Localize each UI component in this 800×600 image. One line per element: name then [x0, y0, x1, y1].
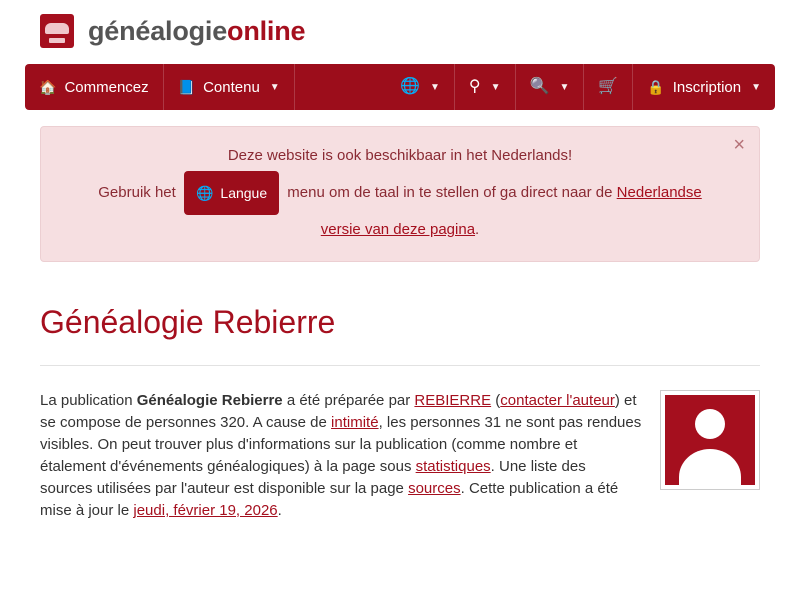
close-icon[interactable]: ×: [733, 134, 745, 156]
cart-icon: 🛒: [598, 78, 619, 95]
sources-link[interactable]: sources: [408, 480, 461, 497]
tree-icon: ⚲: [468, 78, 481, 95]
contact-author-link[interactable]: contacter l'auteur: [500, 392, 615, 409]
alert-line-primary: Deze website is ook beschikbaar in het Nederlands!: [227, 147, 573, 164]
lock-icon: 🔒: [647, 79, 665, 95]
publication-description: [40, 390, 760, 522]
privacy-link[interactable]: intimité: [331, 414, 379, 431]
home-icon: 🏠: [39, 79, 57, 95]
title-divider: [40, 365, 760, 366]
desc-text-2: a été préparée par: [282, 392, 415, 409]
nav-item-panier[interactable]: [584, 64, 633, 110]
search-icon: 🔍: [529, 78, 550, 95]
desc-text-8: .: [277, 502, 282, 519]
language-icon: 🌐: [400, 78, 420, 95]
nav-item-langue[interactable]: [386, 64, 455, 110]
author-link[interactable]: REBIERRE: [414, 392, 492, 409]
desc-text-4: ) et se compose de personnes 320. A cause de: [40, 392, 637, 431]
langue-button-label: Langue: [220, 185, 268, 201]
nav-item-arbre[interactable]: [455, 64, 516, 110]
langue-button[interactable]: [184, 171, 279, 215]
avatar: [660, 390, 760, 490]
chevron-down-icon: ▼: [269, 81, 280, 93]
language-icon: 🌐: [195, 185, 214, 201]
alert-text-prefix: Gebruik het: [98, 183, 176, 201]
alert-text-middle: menu om de taal in te stellen of ga direct naar de: [287, 183, 613, 201]
page-title: Généalogie Rebierre: [40, 304, 336, 340]
desc-text-6: . Une liste des sources utilisées par l'auteur est disponible sur la page: [40, 458, 586, 497]
nav-item-contenu[interactable]: [164, 64, 295, 110]
chevron-down-icon: ▼: [559, 81, 570, 93]
nav-label-commencez: Commencez: [64, 78, 149, 96]
desc-text-7: . Cette publication a été mise à jour le: [40, 480, 619, 519]
nav-item-commencez[interactable]: [25, 64, 164, 110]
house-logo-icon[interactable]: [40, 14, 74, 48]
dutch-version-link[interactable]: Nederlandse versie van deze pagina: [320, 183, 702, 238]
nav-label-inscription: Inscription: [672, 78, 742, 96]
nav-item-inscription[interactable]: [633, 64, 775, 110]
chevron-down-icon: ▼: [751, 81, 761, 93]
statistics-link[interactable]: statistiques: [415, 458, 491, 475]
update-date-link[interactable]: jeudi, février 19, 2026: [133, 502, 278, 519]
nav-label-contenu: Contenu: [203, 78, 260, 96]
publication-name: Généalogie Rebierre: [136, 392, 283, 409]
book-icon: 📘: [177, 79, 196, 95]
user-avatar-icon: [665, 395, 755, 485]
chevron-down-icon: ▼: [490, 81, 501, 93]
nav-spacer: [295, 64, 386, 110]
language-alert: [40, 126, 760, 262]
description-paragraph: [40, 390, 760, 522]
desc-text-5: , les personnes 31 ne sont pas rendues visibles. On peut trouver plus d'informations sur la publication (comme nombre et étalement d'événements généalogiques) à la page sous: [40, 414, 642, 475]
nav-item-recherche[interactable]: [516, 64, 585, 110]
brand-title-part2: online: [227, 15, 306, 46]
desc-text-3: (: [491, 392, 501, 409]
chevron-down-icon: ▼: [430, 81, 440, 93]
brand-title[interactable]: [88, 16, 305, 47]
main-navbar: [25, 64, 775, 110]
brand-header: [0, 0, 800, 58]
alert-text-suffix: .: [475, 221, 480, 238]
desc-text-1: La publication: [40, 392, 137, 409]
brand-title-part1: généalogie: [88, 15, 228, 46]
